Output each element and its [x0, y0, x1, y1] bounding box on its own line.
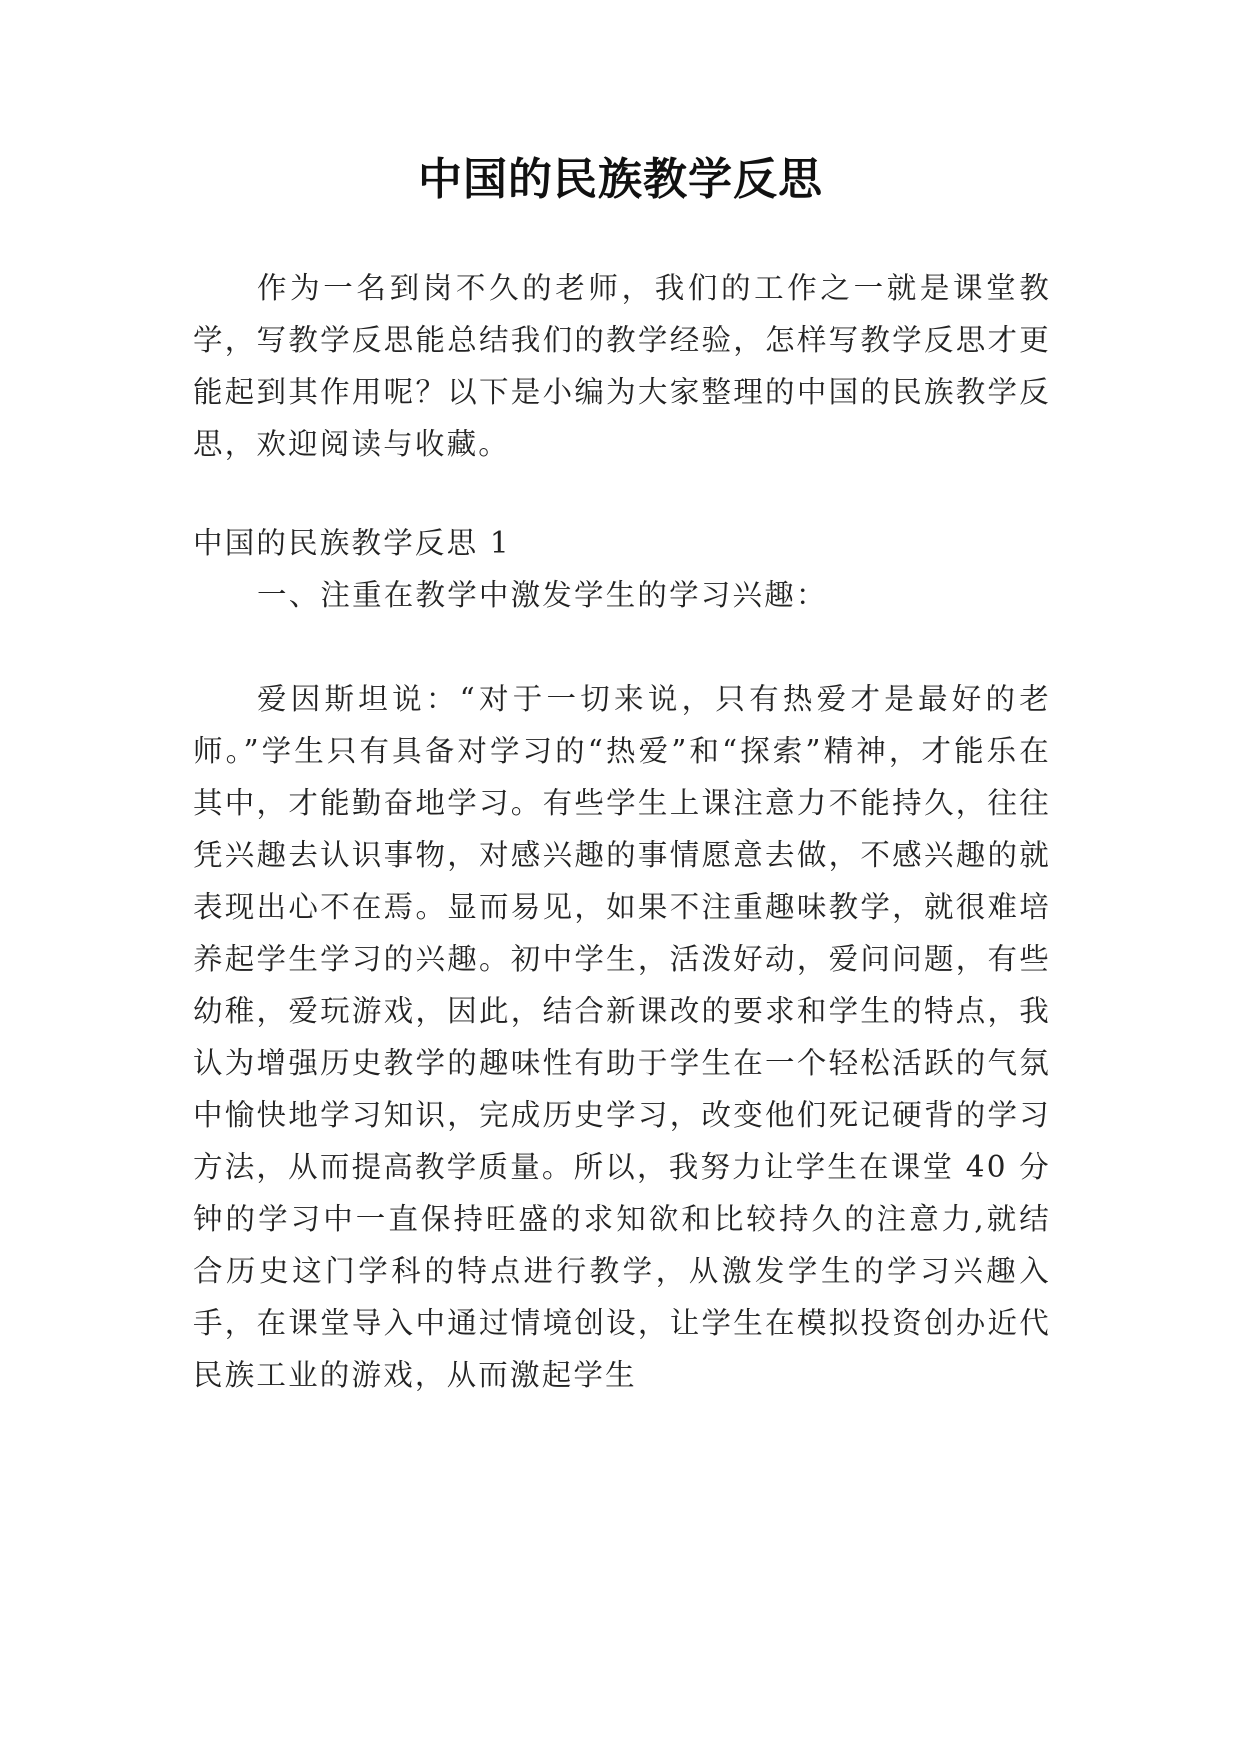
intro-paragraph: 作为一名到岗不久的老师，我们的工作之一就是课堂教学，写教学反思能总结我们的教学经验，怎样写教学反思才更能起到其作用呢？以下是小编为大家整理的中国的民族教学反思，欢迎阅读与收藏。: [193, 271, 1051, 461]
section-heading: 中国的民族教学反思 1: [193, 526, 511, 560]
document-title: 中国的民族教学反思: [418, 154, 823, 205]
body-paragraph: 爱因斯坦说：“对于一切来说，只有热爱才是最好的老师。”学生只有具备对学习的“热爱”和“探索”精神，才能乐在其中，才能勤奋地学习。有些学生上课注意力不能持久，往往凭兴趣去认识事物，对感兴趣的事情愿意去做，不感兴趣的就表现出心不在焉。显而易见，如果不注重趣味教学，就很难培养起学生学习的兴趣。初中学生，活泼好动，爱问问题，有些幼稚，爱玩游戏，因此，结合新课改的要求和学生的特点，我认为增强历史教学的趣味性有助于学生在一个轻松活跃的气氛中愉快地学习知识，完成历史学习，改变他们死记硬背的学习方法，从而提高教学质量。所以，我努力让学生在课堂 40 分钟的学习中一直保持旺盛的求知欲和比较持久的注意力,就结合历史这门学科的特点进行教学，从激发学生的学习兴趣入手，在课堂导入中通过情境创设，让学生在模拟投资创办近代民族工业的游戏，从而激起学生: [193, 682, 1051, 1392]
subheading: 一、注重在教学中激发学生的学习兴趣：: [257, 578, 828, 612]
